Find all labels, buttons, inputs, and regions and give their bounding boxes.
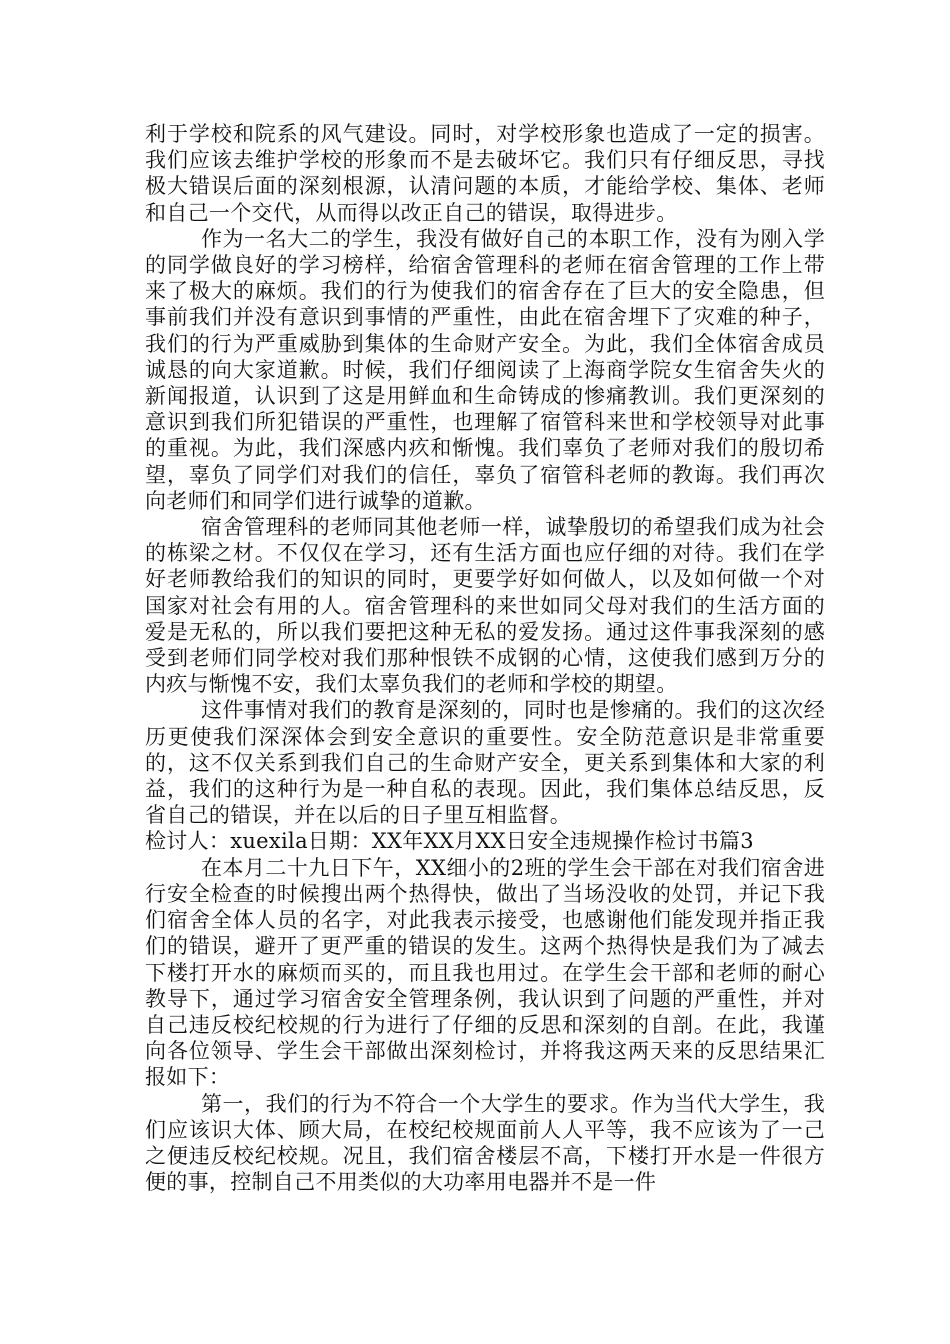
- paragraph-5: 在本月二十九日下午，XX细小的2班的学生会干部在对我们宿舍进行安全检查的时候搜出两个热得快，做出了当场没收的处罚，并记下我们宿舍全体人员的名字，对此我表示接受，也感谢他们能发现并指正我们的错误，避开了更严重的错误的发生。这两个热得快是我们为了减去下楼打开水的麻烦而买的，而且我也用过。在学生会干部和老师的耐心教导下，通过学习宿舍安全管理条例，我认识到了问题的严重性，并对自己违反校纪校规的行为进行了仔细的反思和深刻的自剖。在此，我谨向各位领导、学生会干部做出深刻检讨，并将我这两天来的反思结果汇报如下：: [145, 855, 825, 1090]
- signature-line: [145, 828, 825, 854]
- paragraph-4: 这件事情对我们的教育是深刻的，同时也是惨痛的。我们的这次经历更使我们深深体会到安全意识的重要性。安全防范意识是非常重要的，这不仅关系到我们自己的生命财产安全，更关系到集体和大家的利益，我们的这种行为是一种自私的表现。因此，我们集体总结反思，反省自己的错误，并在以后的日子里互相监督。: [145, 698, 825, 828]
- paragraph-2: 作为一名大二的学生，我没有做好自己的本职工作，没有为刚入学的同学做良好的学习榜样，给宿舍管理科的老师在宿舍管理的工作上带来了极大的麻烦。我们的行为使我们的宿舍存在了巨大的安全隐患，但事前我们并没有意识到事情的严重性，由此在宿舍埋下了灾难的种子，我们的行为严重威胁到集体的生命财产安全。为此，我们全体宿舍成员诚恳的向大家道歉。时候，我们仔细阅读了上海商学院女生宿舍失火的新闻报道，认识到了这是用鲜血和生命铸成的惨痛教训。我们更深刻的意识到我们所犯错误的严重性，也理解了宿管科来世和学校领导对此事的重视。为此，我们深感内疚和惭愧。我们辜负了老师对我们的殷切希望，辜负了同学们对我们的信任，辜负了宿管科老师的教诲。我们再次向老师们和同学们进行诚挚的道歉。: [145, 226, 825, 513]
- paragraph-1: 利于学校和院系的风气建设。同时，对学校形象也造成了一定的损害。我们应该去维护学校的形象而不是去破坏它。我们只有仔细反思，寻找极大错误后面的深刻根源，认清问题的本质，才能给学校、集体、老师和自己一个交代，从而得以改正自己的错误，取得进步。: [145, 122, 825, 225]
- next-section-title: 安全违规操作检讨书篇3: [527, 829, 754, 854]
- date-label: 日期：XX年XX月XX日: [307, 829, 528, 854]
- paragraph-3: 宿舍管理科的老师同其他老师一样，诚挚殷切的希望我们成为社会的栋梁之材。不仅仅在学习，还有生活方面也应仔细的对待。我们在学好老师教给我们的知识的同时，更要学好如何做人，以及如何做一个对国家对社会有用的人。宿舍管理科的来世如同父母对我们的生活方面的爱是无私的，所以我们要把这种无私的爱发扬。通过这件事我深刻的感受到老师们同学校对我们那种恨铁不成钢的心情，这使我们感到万分的内疚与惭愧不安，我们太辜负我们的老师和学校的期望。: [145, 515, 825, 697]
- reviewer-label: 检讨人：xuexila: [145, 829, 308, 854]
- document-page: [145, 121, 825, 1195]
- paragraph-6: 第一，我们的行为不符合一个大学生的要求。作为当代大学生，我们应该识大体、顾大局，在校纪校规面前人人平等，我不应该为了一己之便违反校纪校规。况且，我们宿舍楼层不高，下楼打开水是一件很方便的事，控制自己不用类似的大功率用电器并不是一件: [145, 1091, 825, 1195]
